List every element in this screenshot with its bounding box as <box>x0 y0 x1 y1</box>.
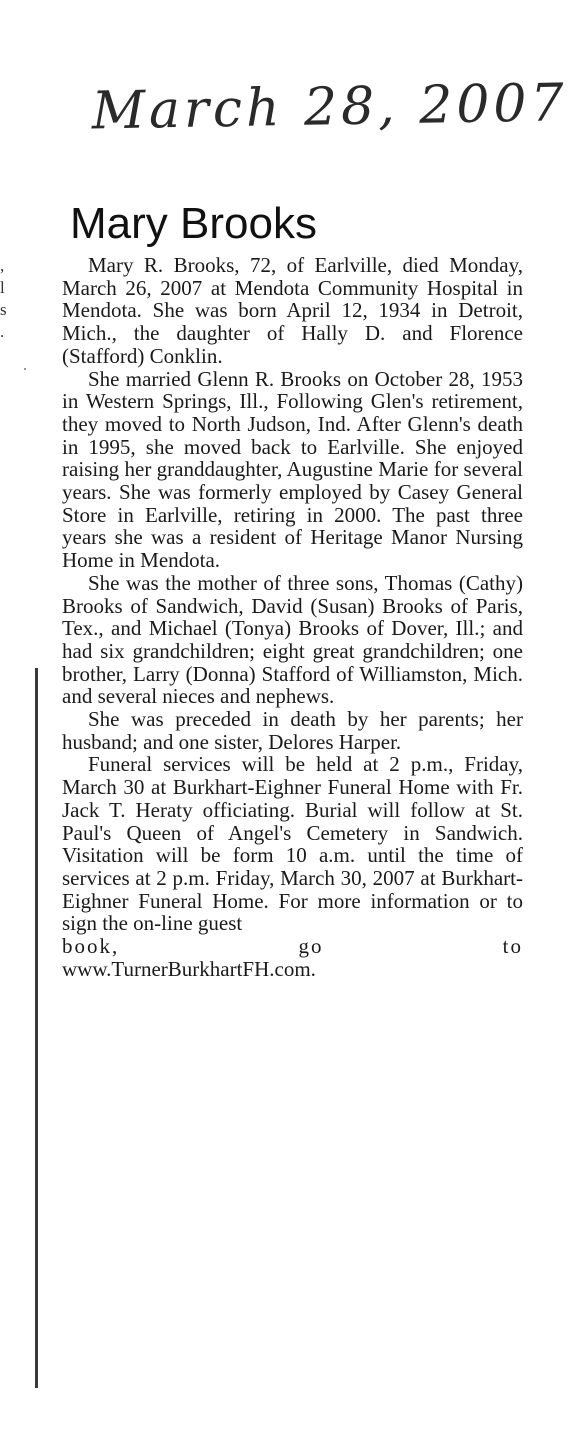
closing-spaced-line: book, go to <box>62 934 523 959</box>
paragraph-death-notice: Mary R. Brooks, 72, of Earlville, died Monday, March 26, 2007 at Mendota Community Hospital in Mendota. She was born April 12, 1934 in Detroit, Mich., the daughter of Hally D. and Florence (Stafford) Conklin. <box>62 253 523 368</box>
margin-fragment: . <box>0 322 5 341</box>
paragraph-survivors: She was the mother of three sons, Thomas (Cathy) Brooks of Sandwich, David (Susan) Brooks of Paris, Tex., and Michael (Tonya) Brooks of Dover, Ill.; and had six grandchildren; eight great grandchildren; one brother, Larry (Donna) Stafford of Williamston, Mich. and several nieces and nephews. <box>62 570 523 709</box>
column-rule <box>35 668 38 1388</box>
obituary-headline: Mary Brooks <box>70 199 317 248</box>
obituary-body <box>62 254 523 981</box>
margin-fragment: s <box>0 300 7 319</box>
margin-text-fragments <box>0 255 14 343</box>
paragraph-marriage-life: She married Glenn R. Brooks on October 28, 1953 in Western Springs, Ill., Following Glen's retirement, they moved to North Judson, Ind. After Glenn's death in 1995, she moved back to Earlville. She enjoyed raising her granddaughter, Augustine Marie for several years. She was formerly employed by Casey General Store in Earlville, retiring in 2000. The past three years she was a resident of Heritage Manor Nursing Home in Mendota. <box>62 366 523 573</box>
paragraph-services: Funeral services will be held at 2 p.m., Friday, March 30 at Burkhart-Eighner Funeral Home with Fr. Jack T. Heraty officiating. Burial will follow at St. Paul's Queen of Angel's Cemetery in Sandwich. Visitation will be form 10 a.m. until the time of services at 2 p.m. Friday, March 30, 2007 at Burkhart-Eighner Funeral Home. For more information or to sign the on-line guest <box>62 752 523 936</box>
margin-fragment: , <box>0 256 5 275</box>
scan-speck <box>24 368 26 370</box>
paragraph-preceded: She was preceded in death by her parents; her husband; and one sister, Delores Harper. <box>62 707 523 754</box>
funeral-home-url: www.TurnerBurkhartFH.com. <box>62 956 316 981</box>
margin-fragment: l <box>0 278 5 297</box>
handwritten-date: March 28, 2007 <box>91 73 569 142</box>
